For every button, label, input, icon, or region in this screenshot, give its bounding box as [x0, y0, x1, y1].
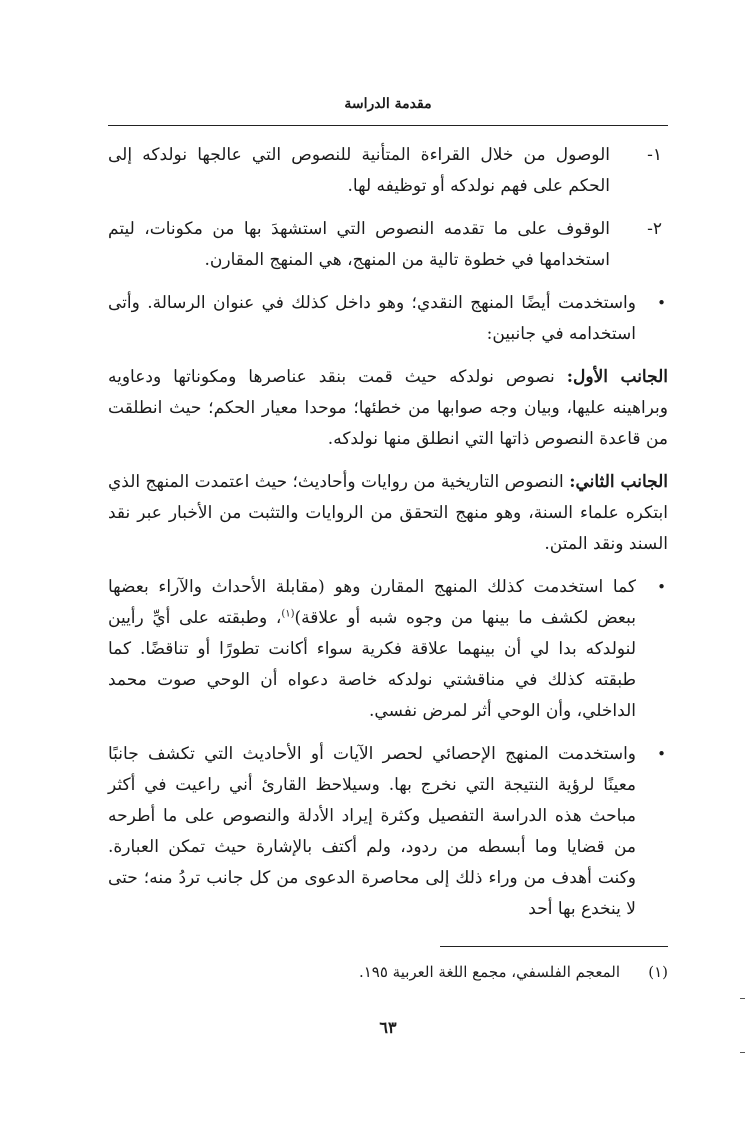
item-number: ٢- [647, 219, 662, 239]
item-text: الوصول من خلال القراءة المتأنية للنصوص التي عالجها نولدكه إلى الحكم على فهم نولدكه أو توظيفه لها. [108, 145, 610, 196]
side-paragraph [108, 467, 668, 560]
footnote-text: المعجم الفلسفي، مجمع اللغة العربية ١٩٥. [358, 963, 620, 981]
running-header: مقدمة الدراسة [344, 96, 432, 112]
bullet-paragraph [108, 288, 668, 350]
bullet-paragraph [108, 739, 668, 925]
footnote-number: (١) [648, 963, 668, 981]
numbered-item [108, 214, 668, 276]
bullet-icon: • [657, 578, 666, 596]
side-label: الجانب الأول: [566, 367, 668, 387]
side-paragraph [108, 362, 668, 455]
body-text [108, 140, 668, 937]
item-number: ١- [647, 145, 662, 165]
side-text: النصوص التاريخية من روايات وأحاديث؛ حيث اعتمدت المنهج الذي ابتكره علماء السنة، وهو منهج التحقق من الروايات والتثبت من الأخبار عبر نقد السند ونقد المتن. [108, 472, 668, 554]
bullet-text: واستخدمت أيضًا المنهج النقدي؛ وهو داخل كذلك في عنوان الرسالة. وأتى استخدامه في جانبين: [108, 293, 636, 344]
footnote [108, 960, 668, 984]
edge-mark [740, 998, 745, 999]
header-divider [108, 125, 668, 126]
footnote-divider [440, 946, 668, 947]
side-label: الجانب الثاني: [569, 472, 668, 492]
bullet-text-part: ، وطبقته على أيِّ رأيين لنولدكه بدا لي أن بينهما علاقة فكرية سواء أكانت تطورًا أو تناقضًا. كما طبقته كذلك في مناقشتي نولدكه خاصة دعواه أن الوحي صوت محمد الداخلي، وأن الوحي أثر لمرض نفسي. [108, 608, 636, 721]
bullet-text-part: كما استخدمت كذلك المنهج المقارن وهو (مقابلة الأحداث والآراء بعضها ببعض لكشف ما بينها من وجوه شبه أو علاقة) [108, 577, 636, 628]
bullet-text: واستخدمت المنهج الإحصائي لحصر الآيات أو الأحاديث التي تكشف جانبًا معينًا لرؤية النتيجة التي نخرج بها. وسيلاحظ القارئ أني راعيت في أكثر مباحث هذه الدراسة التفصيل وكثرة إيراد الأدلة والنصوص على ما أطرحه من قضايا وما أبسطه من ردود، ولم أكتف بالإشارة حيث تمكن العبارة. وكنت أهدف من وراء ذلك إلى محاصرة الدعوى من كل جانب تردُ منه؛ حتى لا ينخدع بها أحد [108, 744, 636, 919]
page-number: ٦٣ [379, 1018, 397, 1037]
item-text: الوقوف على ما تقدمه النصوص التي استشهدَ بها من مكونات، ليتم استخدامها في خطوة تالية من المنهج، هي المنهج المقارن. [108, 219, 610, 270]
bullet-icon: • [657, 294, 666, 312]
bullet-paragraph [108, 572, 668, 727]
numbered-item [108, 140, 668, 202]
edge-mark [740, 1052, 745, 1053]
bullet-icon: • [657, 745, 666, 763]
side-text: نصوص نولدكه حيث قمت بنقد عناصرها ومكوناتها ودعاويه وبراهينه عليها، وبيان وجه صوابها من خطئها؛ موحدا معيار الحكم؛ حيث انطلقت من قاعدة النصوص ذاتها التي انطلق منها نولدكه. [108, 367, 668, 449]
footnote-reference[interactable]: (١) [281, 608, 295, 620]
bullet-text [108, 572, 636, 727]
